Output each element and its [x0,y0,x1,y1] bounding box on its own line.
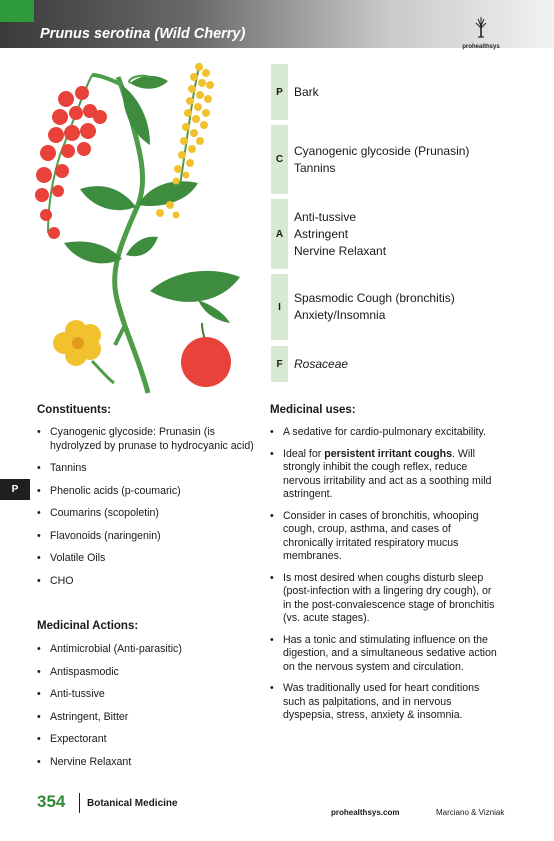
list-item: • A sedative for cardio-pulmonary excitability. [270,426,502,440]
pcaif-row-family [271,346,501,382]
pcaif-content [288,346,348,382]
list-item: • Has a tonic and stimulating influence on the digestion, and a simultaneous sedative action on the nervous system and circulation. [270,634,502,675]
flower-icon [53,320,114,383]
actions-list [37,643,262,769]
pcaif-line: Cyanogenic glycoside (Prunasin) [294,143,470,158]
page-number: 354 [37,792,66,811]
list-item: • Coumarins (scopoletin) [37,507,262,521]
pcaif-line: Nervine Relaxant [294,243,387,258]
list-item: • Phenolic acids (p-coumaric) [37,485,262,499]
list-item: • Consider in cases of bronchitis, whooping cough, croup, asthma, and cases of chronically irritated respiratory mucus membranes. [270,510,502,564]
list-item: • Volatile Oils [37,552,262,566]
pcaif-letter: P [271,64,288,120]
authors: Marciano & Vizniak [436,808,505,817]
uses-heading: Medicinal uses: [270,404,356,416]
pcaif-letter: I [271,274,288,340]
actions-heading: Medicinal Actions: [37,620,139,632]
pcaif-row-indications [271,274,501,340]
pcaif-row-actions [271,199,501,269]
pcaif-line: Astringent [294,226,349,241]
header-color-tab [0,0,34,22]
list-item: • Nervine Relaxant [37,756,262,770]
constituents-list [37,426,262,588]
pcaif-content [288,274,455,340]
website-link[interactable]: prohealthsys.com [331,808,400,817]
book-title: Botanical Medicine [87,798,178,809]
pcaif-line: Anti-tussive [294,209,357,224]
logo-text: prohealthsys [462,44,500,50]
list-item: • Flavonoids (naringenin) [37,530,262,544]
list-item: • Ideal for persistent irritant coughs. Will strongly inhibit the cough reflex, reduce nervous irritability and act as a soothing mild astringent. [270,448,502,502]
footer-divider [79,793,80,813]
pcaif-line: Anxiety/Insomnia [294,308,386,322]
list-item: • Anti-tussive [37,688,262,702]
pcaif-line: Tannins [294,160,336,175]
list-item: • Cyanogenic glycoside: Prunasin (is hydrolyzed by prunase to hydrocyanic acid) [37,426,262,453]
wild-cherry-illustration [30,55,270,400]
pcaif-content [288,199,386,269]
publisher-logo [458,16,504,50]
pcaif-line: Spasmodic Cough (bronchitis) [294,291,455,305]
list-item: • Tannins [37,462,262,476]
section-side-tab: P [0,479,30,500]
list-item: • Antimicrobial (Anti-parasitic) [37,643,262,657]
list-item: • Is most desired when coughs disturb sleep (post-infection with a lingering dry cough), or in the post-convalescence stage of bronchitis (vs. acute stages). [270,572,502,626]
uses-list [270,426,502,723]
pcaif-content [288,125,469,194]
emphasis-text: persistent irritant coughs [324,447,452,460]
pcaif-row-part [271,64,501,120]
page-title: Prunus serotina (Wild Cherry) [40,26,246,42]
pcaif-letter: F [271,346,288,382]
pcaif-line: Rosaceae [294,356,349,371]
list-item: • Expectorant [37,733,262,747]
pcaif-letter: A [271,199,288,269]
list-item: • Antispasmodic [37,666,262,680]
tree-icon [471,16,491,38]
pcaif-line: Bark [294,84,319,99]
pcaif-letter: C [271,125,288,194]
list-item: • CHO [37,575,262,589]
list-item: • Astringent, Bitter [37,711,262,725]
list-item: • Was traditionally used for heart conditions such as palpitations, and in nervous dyspepsia, stress, anxiety & insomnia. [270,682,502,723]
pcaif-content [288,64,319,120]
pcaif-row-constituents [271,125,501,194]
constituents-heading: Constituents: [37,404,112,416]
